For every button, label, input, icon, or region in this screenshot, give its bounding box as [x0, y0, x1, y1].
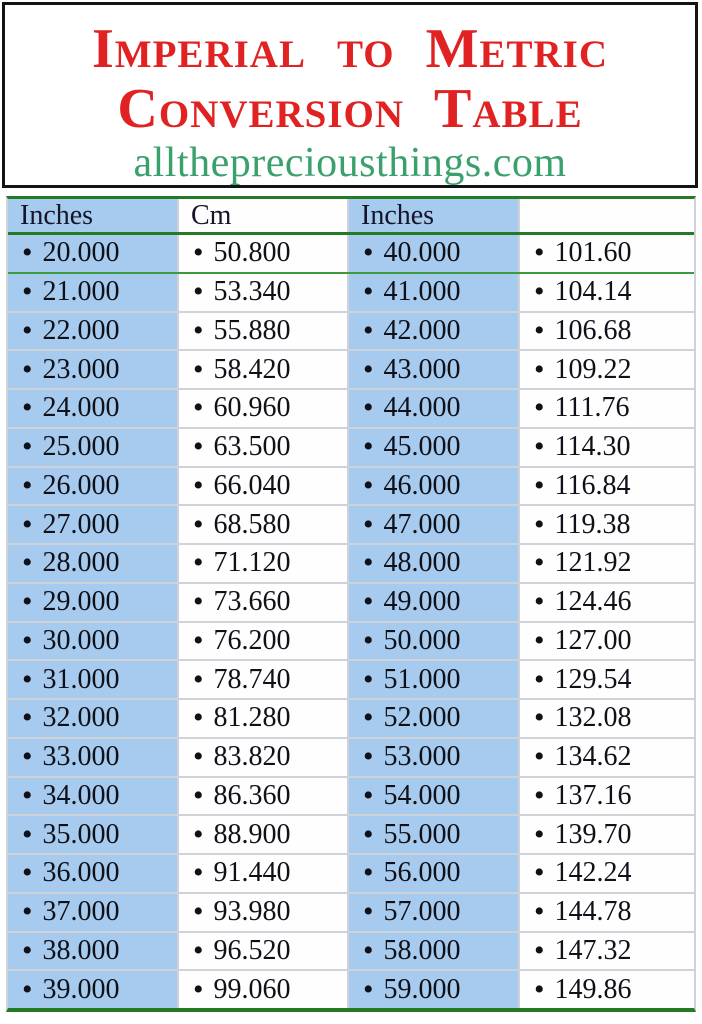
cell-value: 119.38 [554, 508, 631, 540]
table-cell [349, 855, 520, 892]
table-row [8, 933, 694, 972]
table-cell [8, 700, 179, 737]
bullet-icon: • [22, 933, 33, 967]
bullet-icon: • [534, 972, 545, 1006]
bullet-icon: • [363, 391, 374, 425]
table-cell [349, 971, 520, 1008]
cell-value: 53.000 [383, 741, 461, 773]
table-cell [349, 235, 520, 272]
bullet-icon: • [193, 507, 204, 541]
cell-value: 43.000 [383, 353, 461, 385]
bullet-icon: • [193, 856, 204, 890]
table-cell [179, 971, 349, 1008]
bullet-icon: • [193, 391, 204, 425]
table-row [8, 816, 694, 855]
bullet-icon: • [534, 430, 545, 464]
bullet-icon: • [363, 236, 374, 270]
table-cell [179, 584, 349, 621]
table-cell [179, 661, 349, 698]
table-cell [349, 313, 520, 350]
table-cell [520, 739, 694, 776]
table-cell [179, 545, 349, 582]
bullet-icon: • [22, 895, 33, 929]
bullet-icon: • [534, 856, 545, 890]
cell-value: 50.000 [383, 624, 461, 656]
cell-value: 83.820 [213, 741, 291, 773]
bullet-icon: • [534, 468, 545, 502]
cell-value: 31.000 [42, 663, 120, 695]
table-header-row [8, 199, 694, 235]
table-cell [8, 816, 179, 853]
table-cell [520, 971, 694, 1008]
table-row [8, 700, 694, 739]
cell-value: 147.32 [554, 934, 632, 966]
cell-value: 106.68 [554, 314, 632, 346]
table-cell [349, 894, 520, 931]
cell-value: 23.000 [42, 353, 120, 385]
bullet-icon: • [193, 817, 204, 851]
table-row [8, 971, 694, 1008]
table-cell [520, 351, 694, 388]
bullet-icon: • [22, 313, 33, 347]
cell-value: 55.880 [213, 314, 291, 346]
cell-value: 36.000 [42, 857, 120, 889]
table-cell [8, 971, 179, 1008]
table-cell [349, 351, 520, 388]
cell-value: 76.200 [213, 624, 291, 656]
table-cell [520, 816, 694, 853]
cell-value: 46.000 [383, 469, 461, 501]
table-cell [8, 274, 179, 311]
cell-value: 149.86 [554, 973, 632, 1005]
table-body [8, 235, 694, 1008]
table-cell [179, 313, 349, 350]
table-cell [520, 584, 694, 621]
bullet-icon: • [22, 275, 33, 309]
website-link[interactable]: allthepreciousthings.com [133, 140, 567, 186]
table-cell [349, 506, 520, 543]
cell-value: 51.000 [383, 663, 461, 695]
cell-value: 81.280 [213, 702, 291, 734]
cell-value: 37.000 [42, 896, 120, 928]
table-cell [179, 816, 349, 853]
bullet-icon: • [22, 352, 33, 386]
table-cell [179, 506, 349, 543]
table-cell [8, 235, 179, 272]
bullet-icon: • [363, 623, 374, 657]
table-cell [8, 778, 179, 815]
bullet-icon: • [193, 662, 204, 696]
bullet-icon: • [193, 895, 204, 929]
page-title-line1: Imperial to Metric [92, 18, 608, 80]
cell-value: 55.000 [383, 818, 461, 850]
cell-value: 52.000 [383, 702, 461, 734]
table-cell [349, 933, 520, 970]
table-row [8, 545, 694, 584]
table-cell [179, 468, 349, 505]
table-cell [520, 855, 694, 892]
bullet-icon: • [363, 507, 374, 541]
cell-value: 34.000 [42, 779, 120, 811]
bullet-icon: • [22, 236, 33, 270]
table-row [8, 313, 694, 352]
cell-value: 44.000 [383, 392, 461, 424]
table-cell [520, 623, 694, 660]
table-cell [8, 894, 179, 931]
table-cell [179, 855, 349, 892]
bullet-icon: • [22, 546, 33, 580]
table-cell [179, 739, 349, 776]
table-row [8, 235, 694, 274]
table-cell [179, 778, 349, 815]
column-header-inches-2: Inches [349, 199, 520, 232]
table-cell [8, 390, 179, 427]
bullet-icon: • [22, 778, 33, 812]
table-cell [520, 390, 694, 427]
table-cell [8, 468, 179, 505]
cell-value: 30.000 [42, 624, 120, 656]
bullet-icon: • [534, 740, 545, 774]
table-cell [179, 933, 349, 970]
table-row [8, 739, 694, 778]
cell-value: 57.000 [383, 896, 461, 928]
cell-value: 60.960 [213, 392, 291, 424]
cell-value: 109.22 [554, 353, 632, 385]
cell-value: 53.340 [213, 276, 291, 308]
table-cell [520, 429, 694, 466]
table-cell [179, 894, 349, 931]
cell-value: 99.060 [213, 973, 291, 1005]
cell-value: 58.000 [383, 934, 461, 966]
table-cell [8, 855, 179, 892]
table-cell [520, 894, 694, 931]
bullet-icon: • [22, 391, 33, 425]
cell-value: 68.580 [213, 508, 291, 540]
table-row [8, 274, 694, 313]
table-cell [179, 351, 349, 388]
header-box [2, 2, 698, 188]
cell-value: 132.08 [554, 702, 632, 734]
bullet-icon: • [193, 701, 204, 735]
table-cell [520, 661, 694, 698]
bullet-icon: • [534, 623, 545, 657]
cell-value: 35.000 [42, 818, 120, 850]
bullet-icon: • [534, 507, 545, 541]
cell-value: 111.76 [554, 392, 630, 424]
table-cell [8, 545, 179, 582]
table-cell [349, 700, 520, 737]
cell-value: 20.000 [42, 237, 120, 269]
bullet-icon: • [534, 662, 545, 696]
cell-value: 27.000 [42, 508, 120, 540]
cell-value: 78.740 [213, 663, 291, 695]
table-cell [520, 506, 694, 543]
table-cell [8, 933, 179, 970]
cell-value: 47.000 [383, 508, 461, 540]
cell-value: 56.000 [383, 857, 461, 889]
bullet-icon: • [22, 740, 33, 774]
cell-value: 32.000 [42, 702, 120, 734]
table-cell [179, 700, 349, 737]
bullet-icon: • [193, 933, 204, 967]
bullet-icon: • [363, 352, 374, 386]
table-cell [8, 661, 179, 698]
bullet-icon: • [22, 430, 33, 464]
bullet-icon: • [363, 313, 374, 347]
column-header-cm-2 [520, 199, 694, 232]
bullet-icon: • [193, 236, 204, 270]
table-cell [349, 274, 520, 311]
bullet-icon: • [363, 275, 374, 309]
bullet-icon: • [363, 778, 374, 812]
column-header-cm-1: Cm [179, 199, 349, 232]
cell-value: 91.440 [213, 857, 291, 889]
table-cell [349, 623, 520, 660]
table-cell [8, 313, 179, 350]
bullet-icon: • [193, 275, 204, 309]
cell-value: 58.420 [213, 353, 291, 385]
cell-value: 96.520 [213, 934, 291, 966]
table-row [8, 894, 694, 933]
bullet-icon: • [193, 468, 204, 502]
cell-value: 127.00 [554, 624, 632, 656]
table-row [8, 468, 694, 507]
cell-value: 50.800 [213, 237, 291, 269]
bullet-icon: • [193, 352, 204, 386]
cell-value: 49.000 [383, 586, 461, 618]
bullet-icon: • [534, 352, 545, 386]
bullet-icon: • [22, 507, 33, 541]
cell-value: 93.980 [213, 896, 291, 928]
bullet-icon: • [193, 972, 204, 1006]
bullet-icon: • [363, 430, 374, 464]
bullet-icon: • [534, 585, 545, 619]
cell-value: 40.000 [383, 237, 461, 269]
bullet-icon: • [534, 313, 545, 347]
table-cell [8, 739, 179, 776]
bullet-icon: • [363, 740, 374, 774]
table-cell [349, 468, 520, 505]
bullet-icon: • [363, 585, 374, 619]
conversion-table [6, 196, 696, 1012]
bullet-icon: • [22, 585, 33, 619]
table-cell [8, 623, 179, 660]
cell-value: 39.000 [42, 973, 120, 1005]
cell-value: 38.000 [42, 934, 120, 966]
table-cell [8, 506, 179, 543]
cell-value: 41.000 [383, 276, 461, 308]
cell-value: 73.660 [213, 586, 291, 618]
table-cell [520, 235, 694, 272]
table-row [8, 429, 694, 468]
bullet-icon: • [363, 933, 374, 967]
cell-value: 104.14 [554, 276, 632, 308]
cell-value: 139.70 [554, 818, 632, 850]
cell-value: 144.78 [554, 896, 632, 928]
table-cell [349, 390, 520, 427]
cell-value: 121.92 [554, 547, 632, 579]
table-row [8, 390, 694, 429]
cell-value: 48.000 [383, 547, 461, 579]
table-row [8, 623, 694, 662]
cell-value: 66.040 [213, 469, 291, 501]
table-cell [179, 274, 349, 311]
bullet-icon: • [363, 972, 374, 1006]
cell-value: 22.000 [42, 314, 120, 346]
bullet-icon: • [534, 701, 545, 735]
table-row [8, 661, 694, 700]
table-cell [8, 584, 179, 621]
table-cell [349, 429, 520, 466]
bullet-icon: • [363, 662, 374, 696]
table-cell [349, 584, 520, 621]
table-cell [520, 700, 694, 737]
column-header-inches-1: Inches [8, 199, 179, 232]
table-cell [520, 778, 694, 815]
cell-value: 114.30 [554, 431, 631, 463]
bullet-icon: • [193, 740, 204, 774]
table-cell [179, 623, 349, 660]
cell-value: 134.62 [554, 741, 632, 773]
cell-value: 129.54 [554, 663, 632, 695]
bullet-icon: • [363, 468, 374, 502]
cell-value: 86.360 [213, 779, 291, 811]
table-cell [520, 468, 694, 505]
bullet-icon: • [363, 895, 374, 929]
bullet-icon: • [193, 623, 204, 657]
bullet-icon: • [534, 391, 545, 425]
bullet-icon: • [22, 856, 33, 890]
table-row [8, 855, 694, 894]
table-cell [349, 816, 520, 853]
bullet-icon: • [193, 778, 204, 812]
page-title-line2: Conversion Table [117, 78, 583, 140]
cell-value: 24.000 [42, 392, 120, 424]
bullet-icon: • [534, 275, 545, 309]
cell-value: 59.000 [383, 973, 461, 1005]
cell-value: 29.000 [42, 586, 120, 618]
bullet-icon: • [534, 236, 545, 270]
bullet-icon: • [22, 972, 33, 1006]
bullet-icon: • [193, 430, 204, 464]
cell-value: 142.24 [554, 857, 632, 889]
table-cell [179, 390, 349, 427]
bullet-icon: • [534, 895, 545, 929]
cell-value: 124.46 [554, 586, 632, 618]
table-cell [8, 429, 179, 466]
table-cell [179, 429, 349, 466]
bullet-icon: • [534, 817, 545, 851]
table-row [8, 506, 694, 545]
cell-value: 26.000 [42, 469, 120, 501]
table-cell [520, 933, 694, 970]
bullet-icon: • [534, 778, 545, 812]
table-row [8, 584, 694, 623]
table-cell [520, 545, 694, 582]
cell-value: 45.000 [383, 431, 461, 463]
cell-value: 71.120 [213, 547, 291, 579]
cell-value: 116.84 [554, 469, 631, 501]
table-cell [179, 235, 349, 272]
bullet-icon: • [534, 546, 545, 580]
bullet-icon: • [22, 817, 33, 851]
table-row [8, 351, 694, 390]
cell-value: 54.000 [383, 779, 461, 811]
cell-value: 88.900 [213, 818, 291, 850]
bullet-icon: • [22, 623, 33, 657]
cell-value: 137.16 [554, 779, 632, 811]
bullet-icon: • [534, 933, 545, 967]
table-cell [349, 661, 520, 698]
table-cell [349, 778, 520, 815]
table-cell [520, 313, 694, 350]
cell-value: 28.000 [42, 547, 120, 579]
table-cell [8, 351, 179, 388]
bullet-icon: • [363, 817, 374, 851]
bullet-icon: • [363, 856, 374, 890]
cell-value: 63.500 [213, 431, 291, 463]
table-cell [349, 739, 520, 776]
cell-value: 33.000 [42, 741, 120, 773]
bullet-icon: • [22, 468, 33, 502]
cell-value: 25.000 [42, 431, 120, 463]
bullet-icon: • [22, 662, 33, 696]
table-cell [349, 545, 520, 582]
bullet-icon: • [363, 546, 374, 580]
cell-value: 101.60 [554, 237, 632, 269]
cell-value: 42.000 [383, 314, 461, 346]
bullet-icon: • [193, 546, 204, 580]
cell-value: 21.000 [42, 276, 120, 308]
table-cell [520, 274, 694, 311]
bullet-icon: • [193, 313, 204, 347]
bullet-icon: • [363, 701, 374, 735]
bullet-icon: • [22, 701, 33, 735]
table-row [8, 778, 694, 817]
bullet-icon: • [193, 585, 204, 619]
